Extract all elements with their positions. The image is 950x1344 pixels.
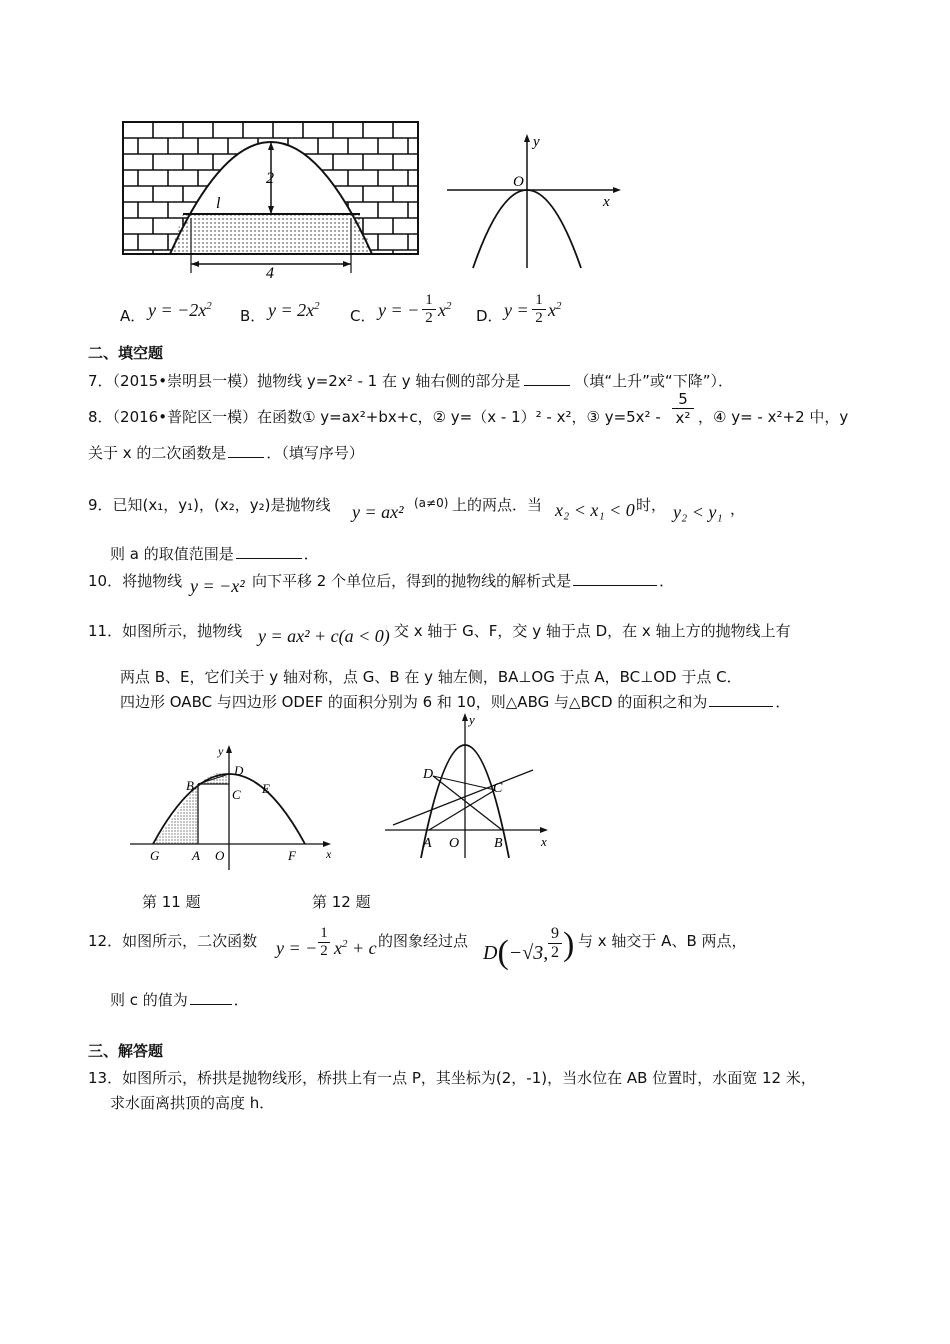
- answer-blank-12[interactable]: [190, 990, 232, 1005]
- q9-condition: x₂ < x₁ < 0: [555, 500, 635, 520]
- fig11-C: C: [232, 787, 241, 802]
- axis-y-label: y: [533, 134, 540, 150]
- fig12-B: B: [494, 836, 503, 851]
- fig12-O: O: [449, 836, 460, 851]
- label-l: l: [216, 195, 221, 212]
- figure-11: [126, 740, 341, 870]
- figure-12: [383, 710, 558, 860]
- arch-wall-figure: [118, 118, 428, 278]
- option-a-expr: $y = -2x^2$: [148, 300, 212, 320]
- option-c[interactable]: C．: [350, 307, 376, 325]
- question-13: 13．如图所示，桥拱是抛物线形，桥拱上有一点 P，其坐标为(2，-1)，当水位在 AB 位置时，水面宽 12 米，: [88, 1069, 816, 1087]
- option-b-expr: $y = 2x^2$: [268, 300, 320, 320]
- caption-11: 第 11 题: [142, 893, 201, 911]
- fig11-A: A: [192, 848, 200, 863]
- fig11-O: O: [215, 848, 225, 863]
- option-b[interactable]: B．: [240, 307, 266, 325]
- question-9: 9．已知(x₁，y₁)，(x₂，y₂)是抛物线: [88, 496, 331, 514]
- q11-formula: y = ax² + c(a < 0): [258, 626, 390, 646]
- question-13-line2: 求水面离拱顶的高度 h．: [110, 1094, 275, 1112]
- question-12: 12．如图所示，二次函数: [88, 932, 258, 950]
- question-10: 10．将抛物线: [88, 572, 183, 590]
- question-8-line2: 关于 x 的二次函数是 ．（填写序号）: [88, 444, 364, 462]
- origin-label: O: [513, 174, 524, 190]
- answer-blank-10[interactable]: [573, 571, 657, 586]
- answer-blank-7[interactable]: [524, 371, 570, 386]
- question-8-cont: ，④ y= - x²+2 中，y: [698, 408, 849, 426]
- fig11-F: F: [288, 848, 296, 863]
- question-8: 8．（2016•普陀区一模）在函数① y=ax²+bx+c，② y=（x - 1）² - x²，③ y=5x² -: [88, 408, 661, 426]
- axis-x-label: x: [603, 194, 610, 210]
- fig11-y: y: [218, 744, 224, 758]
- answer-blank-11[interactable]: [709, 692, 773, 707]
- question-12-line2: 则 c 的值为 ．: [110, 991, 249, 1009]
- q12-point: D(−√3,: [483, 934, 549, 971]
- label-2: 2: [266, 170, 274, 187]
- question-9-line2: 则 a 的取值范围是 ．: [110, 545, 319, 563]
- section-fill-in-title: 二、填空题: [88, 344, 164, 362]
- water-area: [170, 214, 372, 254]
- q8-fraction: 5 x²: [672, 390, 694, 427]
- q9-inequality: y₂ < y₁: [673, 502, 723, 522]
- label-4: 4: [266, 265, 274, 278]
- fig12-x: x: [541, 834, 547, 849]
- fig12-D: D: [423, 767, 434, 782]
- question-11-line2: 两点 B、E，它们关于 y 轴对称，点 G、B 在 y 轴左侧，BA⊥OG 于点 A，BC⊥OD 于点 C．: [120, 668, 742, 686]
- q12-formula: y = −: [276, 938, 318, 958]
- option-a[interactable]: A．: [120, 307, 146, 325]
- option-c-expr: y = −: [378, 300, 420, 320]
- fig11-x: x: [326, 847, 332, 861]
- section-solve-title: 三、解答题: [88, 1042, 164, 1060]
- option-d[interactable]: D．: [476, 307, 503, 325]
- worksheet-page: 2 l 4 y O x A． $y = -2x^2$ B． $y = 2x^2$ C． y = − 1 2 $x^2$ D． y = 1 2 $x^2$ 二、填空题 7．（2015•崇明县一模）抛物线 y=2x² - 1 在 y 轴右侧的部分是 （填“上升”或“下降”）． 8．（2016•普陀区一模）在函数① y=ax²+bx+c，② y=（x - 1）² - x²，③ y=5x² - 5 x² ，④ y= - x²+2 中，y 关于 x 的二次函数是 ．（填写序号） 9．已知(x₁，y₁)，(x₂，y₂)是抛物线 y = ax² (a≠0) 上的两点．当 x₂ < x₁ < 0 时， y₂ < y₁ ， 则 a 的取值范围是 ． 10．将抛物线 y = −x² 向下平移 2 个单位后，得到的抛物线的解析式是 ． 11．如图所示，抛物线 y = ax² + c(a < 0) 交 x 轴于 G、F，交 y 轴于点 D，在 x 轴上方的抛物线上有 两点 B、E，它们关于 y 轴对称，点 G、B 在 y 轴左侧，BA⊥OG 于点 A，BC⊥OD 于点 C． 四边形 OABC 与四边形 ODEF 的面积分别为 6 和 10，则△ABG 与△BCD 的面积之和为 ． y D B E C G A O F x y D C A O B x 第 11 题 第 12 题 12．如图所示，二次函数 y = − 1 2 $x^2 + c$ 的图象经过点 D(−√3, 9 2 ) 与 x 轴交于 A、B 两点， 则 c 的值为 ． 三、解答题 13．如图所示，桥拱是抛物线形，桥拱上有一点 P，其坐标为(2，-1)，当水位在 AB 位置时，水面宽 12 米， 求水面离拱顶的高度 h．: [0, 0, 950, 1344]
- caption-12: 第 12 题: [312, 893, 371, 911]
- fig11-D: D: [234, 763, 244, 778]
- answer-blank-9[interactable]: [236, 544, 302, 559]
- option-d-expr: y =: [504, 300, 529, 320]
- question-11: 11．如图所示，抛物线: [88, 622, 243, 640]
- fig11-E: E: [262, 781, 270, 796]
- fig11-B: B: [186, 778, 194, 793]
- q9-formula: y = ax²: [352, 502, 404, 522]
- question-7: 7．（2015•崇明县一模）抛物线 y=2x² - 1 在 y 轴右侧的部分是 （填“上升”或“下降”）．: [88, 372, 733, 390]
- answer-blank-8[interactable]: [228, 443, 264, 458]
- fig12-C: C: [493, 781, 503, 796]
- question-11-line3: 四边形 OABC 与四边形 ODEF 的面积分别为 6 和 10，则△ABG 与△BCD 的面积之和为 ．: [120, 693, 791, 711]
- fig12-y: y: [469, 712, 475, 727]
- parabola-axes-figure: [445, 128, 625, 273]
- fig12-A: A: [423, 836, 432, 851]
- q10-formula: y = −x²: [190, 576, 245, 596]
- fig11-G: G: [150, 848, 160, 863]
